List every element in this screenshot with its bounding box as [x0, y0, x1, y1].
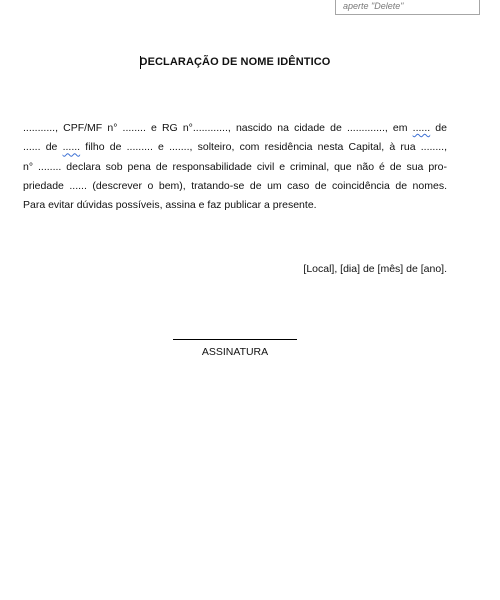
comment-balloon[interactable]: [335, 0, 480, 15]
declaration-paragraph: [23, 119, 447, 215]
paragraph-line: [23, 138, 447, 157]
paragraph-text: ...... de: [23, 141, 63, 154]
place-date-line: [Local], [dia] de [mês] de [ano].: [303, 263, 447, 275]
signature-label: ASSINATURA: [201, 346, 269, 358]
paragraph-text: filho de ......... e ......., solteiro, com residência nesta Capital, à rua ........,: [80, 141, 447, 154]
signature-line: [173, 339, 297, 340]
spelling-flag[interactable]: ......: [62, 141, 81, 154]
document-title: DECLARAÇÃO DE NOME IDÊNTICO: [139, 56, 331, 68]
spelling-flag[interactable]: ......: [412, 122, 431, 134]
comment-text: aperte "Delete": [343, 1, 404, 11]
paragraph-line: priedade ...... (descrever o bem), tratando-se de um caso de coincidência de nomes.: [23, 179, 447, 192]
paragraph-line: [23, 119, 447, 138]
paragraph-text: de: [430, 122, 447, 134]
paragraph-line: n° ........ declara sob pena de responsabilidade civil e criminal, que não é de sua pro-: [23, 160, 447, 173]
paragraph-line: Para evitar dúvidas possíveis, assina e faz publicar a presente.: [23, 199, 317, 212]
paragraph-text: ..........., CPF/MF n° ........ e RG n°............, nascido na cidade de ............., em: [23, 122, 413, 134]
